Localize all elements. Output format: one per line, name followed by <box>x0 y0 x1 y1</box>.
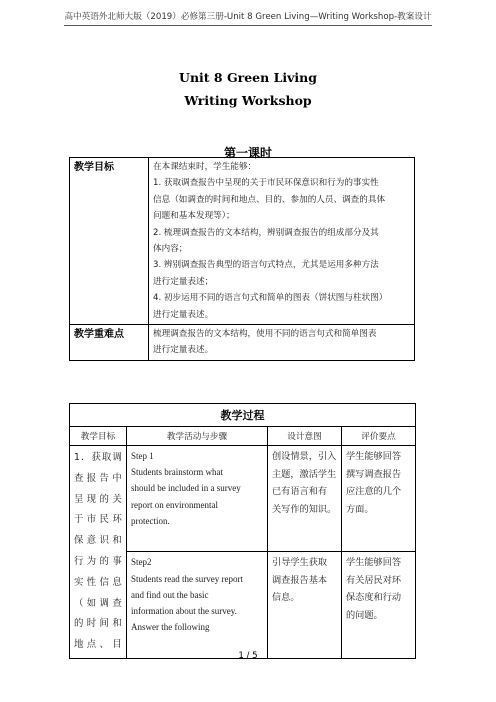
doc-subtitle: Writing Workshop <box>184 93 312 108</box>
goal-cell-line: 实性信息 <box>74 576 122 588</box>
process-row <box>70 446 416 552</box>
focus-line: 梳理调查报告的文本结构，使用不同的语言句式和简单图表 <box>153 329 377 340</box>
goal-line: 问题和基本发现等）； <box>153 211 235 222</box>
header-rule <box>64 25 432 26</box>
goal-cell-line: 的时间和 <box>74 618 122 630</box>
activity-line: information about the survey. <box>131 606 237 617</box>
intent-line: 主题，激活学生 <box>272 468 337 480</box>
process-title: 教学过程 <box>70 404 416 427</box>
goal-line: 进行定量表述； <box>153 276 214 287</box>
process-goal-cell <box>70 446 127 659</box>
eval-line: 保态度和行动 <box>346 592 402 604</box>
activity-line: Students read the survey report <box>131 573 243 584</box>
goals-content <box>149 158 415 325</box>
intent-line: 关写作的知识。 <box>272 503 337 515</box>
goal-line: 进行定量表述。 <box>153 309 214 320</box>
step-label: Step 1 <box>131 451 154 461</box>
eval-cell <box>342 552 416 658</box>
process-title-row <box>70 404 416 427</box>
intent-cell <box>268 446 342 552</box>
focus-line: 进行定量表述。 <box>153 345 214 356</box>
eval-line: 学生能够回答 <box>346 557 402 569</box>
goal-cell-line: 地点、目 <box>74 639 122 651</box>
eval-line: 的问题。 <box>346 609 383 621</box>
goal-cell-line: （如调查 <box>74 597 122 609</box>
intent-line: 信息。 <box>272 592 300 604</box>
activity-line: report on environmental <box>131 499 218 510</box>
goal-line: 3. 辨别调查报告典型的语言句式特点，尤其是运用多种方法 <box>153 260 379 271</box>
page-number: 1 / 5 <box>238 651 258 661</box>
goal-cell-line: 行为的事 <box>74 555 122 567</box>
focus-row <box>70 325 415 361</box>
goal-cell-line: 呈现的关 <box>74 493 122 505</box>
goal-line: 在本课结束时，学生能够： <box>153 162 257 172</box>
intent-line: 调查报告基本 <box>272 574 328 586</box>
lesson-heading: 第一课时 <box>223 146 272 160</box>
eval-line: 学生能够回答 <box>346 451 402 462</box>
goal-line: 信息（如调查的时间和地点、目的、参加的人员、调查的具体 <box>153 194 386 205</box>
goals-row <box>70 158 415 325</box>
focus-content <box>149 325 415 361</box>
goals-table <box>69 157 415 361</box>
goal-cell-line: 查报告中 <box>74 472 122 484</box>
activity-line: and find out the basic <box>131 589 209 600</box>
col-header-activity: 教学活动与步骤 <box>127 427 268 446</box>
eval-cell <box>342 446 416 552</box>
activity-line: protection. <box>131 515 170 526</box>
eval-line: 方面。 <box>346 503 374 515</box>
intent-line: 创设情景，引入 <box>272 451 337 462</box>
focus-label: 教学重难点 <box>70 325 149 361</box>
goals-label: 教学目标 <box>70 158 149 325</box>
goal-line: 1. 获取调查报告中呈现的关于市民环保意识和行为的事实性 <box>153 178 379 189</box>
activity-line: should be included in a survey <box>131 483 241 494</box>
col-header-intent: 设计意图 <box>268 427 342 446</box>
goal-line: 体内容； <box>153 244 188 255</box>
activity-cell <box>127 446 268 552</box>
goal-line: 4. 初步运用不同的语言句式和简单的图表（饼状图与柱状图） <box>153 293 388 304</box>
activity-cell <box>127 552 268 658</box>
goal-cell-line: 1．获取调 <box>74 452 122 463</box>
goal-line: 2. 梳理调查报告的文本结构，辨别调查报告的组成部分及其 <box>153 227 379 238</box>
col-header-goal: 教学目标 <box>70 427 127 446</box>
activity-line: Students brainstorm what <box>131 467 223 478</box>
eval-line: 撰写调查报告 <box>346 468 402 480</box>
intent-cell <box>268 552 342 658</box>
goal-cell-line: 保意识和 <box>74 535 122 547</box>
intent-line: 已有语言和有 <box>272 486 328 497</box>
goal-cell-line: 于市民环 <box>74 514 122 526</box>
step-label: Step2 <box>131 557 152 568</box>
eval-line: 有关居民对环 <box>346 574 402 586</box>
intent-line: 引导学生获取 <box>272 557 328 569</box>
col-header-eval: 评价要点 <box>342 427 416 446</box>
process-table <box>69 403 416 659</box>
process-header-row <box>70 427 416 446</box>
doc-title: Unit 8 Green Living <box>179 70 317 85</box>
page-header: 高中英语外北师大版（2019）必修第三册-Unit 8 Green Living—Writing Workshop-教案设计 <box>64 12 432 22</box>
activity-line: Answer the following <box>131 622 210 633</box>
eval-line: 应注意的几个 <box>346 486 402 497</box>
